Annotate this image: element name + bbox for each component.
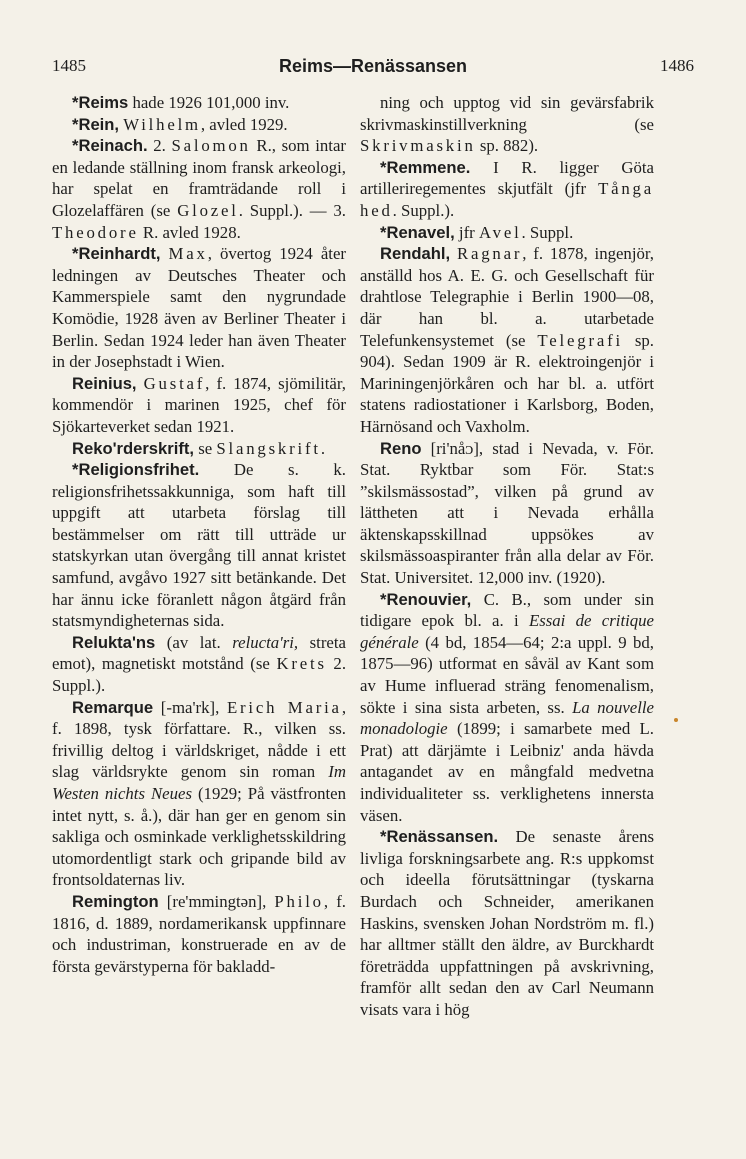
spaced-name: Tånga hed: [360, 179, 654, 220]
entry-text: . Suppl.: [521, 222, 574, 242]
entry-text: . Suppl.). — 3.: [238, 200, 346, 220]
dictionary-entry: [52, 697, 346, 891]
entry-headword: Remarque: [72, 697, 154, 717]
entry-text: hade 1926 101,000 inv.: [128, 93, 290, 112]
entry-headword: Reko'rderskrift,: [72, 438, 194, 458]
dictionary-entry: [360, 157, 654, 222]
spaced-name: Gustaf: [143, 373, 206, 393]
spaced-name: Avel: [478, 222, 522, 242]
entry-text: , f. 1816, d. 1889, nordamerikansk uppfinnare och industriman, konstruerade en av de första gevärstyperna för bakladd-: [52, 891, 346, 976]
spaced-name: Krets: [276, 654, 327, 674]
page-header: [52, 56, 694, 86]
entry-text: (1899; i samarbete med L. Prat) att därjämte i Leibniz' anda hävda antagandet av en mångfald medvetna individualiteter ss. verklighetens innersta väsen.: [360, 719, 654, 825]
spaced-name: Philo: [274, 891, 324, 911]
entry-headword: Rendahl,: [380, 244, 451, 264]
spaced-name: Ragnar: [456, 244, 523, 264]
italic-title: Im Westen nichts Neues: [52, 762, 346, 803]
entry-text: De senaste årens livliga forskningsarbete ang. R:s uppkomst och ideella förutsättningar (tyskarna Burdach och Schneider, amerikanen Haskins, svensken Johan Nordström m. fl.) har alltmer ställt den äldre, av Burckhardt företrädda uppfattningen på avskrivning, framför allt sedan den av Carl Neumann visats vara i hög: [360, 827, 654, 1019]
entry-text: , övertog 1924 åter ledningen av Deutsches Theater och Kammerspiele samt den nygrundade Komödie, 1928 även av Berliner Theater i Berlin. Sedan 1924 leder han även Theater in der Josephstadt i Wien.: [52, 244, 346, 372]
dictionary-entry: [52, 114, 346, 136]
entry-text: (av lat.: [155, 632, 233, 652]
dictionary-entry: [360, 826, 654, 1020]
spaced-name: Salomon: [171, 136, 251, 156]
entry-text: . Suppl.).: [392, 200, 455, 220]
running-title: Reims—Renässansen: [278, 56, 468, 76]
left-page-number: 1485: [52, 56, 86, 75]
spaced-name: Slangskrift: [216, 438, 321, 458]
entry-text: [137, 374, 144, 393]
spaced-name: Skrivmaskin: [360, 136, 476, 156]
dictionary-entry: [52, 243, 346, 373]
entry-headword: *Renouvier,: [380, 589, 472, 609]
right-page-number: 1486: [660, 56, 694, 75]
entry-headword: *Reims: [72, 93, 129, 112]
entry-headword: Reinius,: [72, 373, 137, 393]
dictionary-entry: [360, 92, 654, 157]
entry-text: (1929; På västfronten intet nytt, s. å.), där han ger en genom sin sakliga och osminkade verklighetsskildring utomordentligt stark och gripande bild av frontsoldaternas liv.: [52, 784, 346, 890]
entry-headword: *Reinach.: [72, 136, 148, 156]
spaced-name: Max: [168, 244, 208, 264]
entry-headword: *Remmene.: [380, 157, 471, 177]
entry-text: (4 bd, 1854—64; 2:a uppl. 9 bd, 1875—96) utformat en såväl av Kant som av Hume influerad sträng fenomenalism, sökte i sina sista arbeten, ss.: [360, 632, 654, 717]
entry-text: streta emot), magnetiskt motstånd (se: [52, 632, 346, 674]
spaced-name: Wilhelm: [123, 114, 201, 134]
right-column: [360, 92, 654, 1102]
dictionary-entry: [52, 373, 346, 438]
entry-text: 2.: [147, 136, 172, 156]
entry-text: jfr: [454, 222, 479, 242]
entry-headword: *Rein,: [72, 114, 120, 134]
spaced-name: Telegrafi: [537, 330, 623, 350]
italic-title: relucta'ri,: [232, 632, 299, 652]
entry-text: [450, 244, 457, 263]
entry-text: De s. k. religionsfrihetssakkunniga, som haft till uppgift att utarbeta förslag till bestämmelser om rätt till utträde ur statskyrkan utan övergång till annat kristet samfund, avgåvo 1927 sitt betänkande. Det har ännu icke föranlett någon åtgärd från statsmyndigheternas sida.: [52, 460, 346, 631]
entry-text: .: [320, 438, 326, 458]
dictionary-entry: [52, 135, 346, 243]
margin-mark: [674, 718, 678, 722]
entry-text: 2. Suppl.).: [52, 654, 346, 696]
entry-text: [ri'nåᴐ], stad i Nevada, v. För. Stat. Ryktbar som För. Stat:s ”skilsmässostad”, vilken på grund av lättheten att i Nevada erhålla äktenskapsskillnad uppsökes av skilsmässoaspiranter från alla delar av För. Stat. Universitet. 12,000 inv. (1920).: [360, 438, 654, 588]
entry-headword: *Reinhardt,: [72, 244, 161, 264]
dictionary-entry: [52, 438, 346, 460]
entry-text: R., som intar en ledande ställning inom fransk arkeologi, har spelat en framträdande roll i Glozelaffären (se: [52, 136, 346, 220]
dictionary-entry: [360, 589, 654, 827]
entry-text: sp. 882).: [475, 136, 539, 156]
entry-text: [161, 244, 169, 263]
dictionary-entry: [52, 459, 346, 632]
spaced-name: Theodore: [52, 222, 139, 242]
dictionary-entry: [52, 92, 346, 114]
entry-text: [-ma'rk],: [153, 697, 227, 717]
entry-text: , avled 1929.: [200, 114, 288, 134]
dictionary-entry: [360, 243, 654, 437]
entry-headword: *Religionsfrihet.: [72, 460, 200, 480]
entry-text: R. avled 1928.: [138, 222, 241, 242]
entry-text: [re'mmingtən],: [158, 891, 275, 911]
spaced-name: Glozel: [177, 200, 239, 220]
left-column: [52, 92, 346, 1102]
entry-text: , f. 1878, ingenjör, anställd hos A. E. G. och Gesellschaft für drahtlose Telegraphie i Berlin 1900—08, där han bl. a. utarbetade Telefunkensystemet (se: [360, 244, 654, 350]
entry-text: C. B., som under sin tidigare epok bl. a. i: [360, 589, 654, 631]
entry-headword: Reno: [380, 438, 422, 458]
entry-text: sp. 904). Sedan 1909 är R. elektroingenjör i Mariningenjörkåren och har bl. a. utfört statens radiostationer i Karlsborg, Boden, Härnösand och Vaxholm.: [360, 330, 654, 436]
entry-text: , f. 1874, sjömilitär, kommendör i marinen 1925, chef för Sjökarteverket sedan 1921.: [52, 373, 346, 436]
dictionary-entry: [360, 222, 654, 244]
entry-headword: *Renavel,: [380, 222, 455, 242]
entry-text: ning och upptog vid sin gevärsfabrik skrivmaskinstillverkning (se: [360, 93, 654, 134]
entry-headword: Remington: [72, 891, 159, 911]
entry-text: se: [194, 438, 217, 458]
entry-headword: Relukta'ns: [72, 632, 156, 652]
dictionary-entry: [360, 438, 654, 589]
italic-title: Essai de critique générale: [360, 611, 654, 652]
entry-text: I R. ligger Göta artilleriregementes skjutfält (jfr: [360, 157, 654, 199]
italic-title: La nouvelle monadologie: [360, 697, 654, 739]
entry-text: , f. 1898, tysk författare. R., vilken ss. frivillig deltog i världskriget, nådde i ett slag världsrykte genom sin roman: [52, 697, 346, 782]
dictionary-entry: [52, 891, 346, 977]
dictionary-entry: [52, 632, 346, 697]
entry-headword: *Renässansen.: [380, 827, 499, 847]
spaced-name: Erich Maria: [226, 697, 342, 717]
